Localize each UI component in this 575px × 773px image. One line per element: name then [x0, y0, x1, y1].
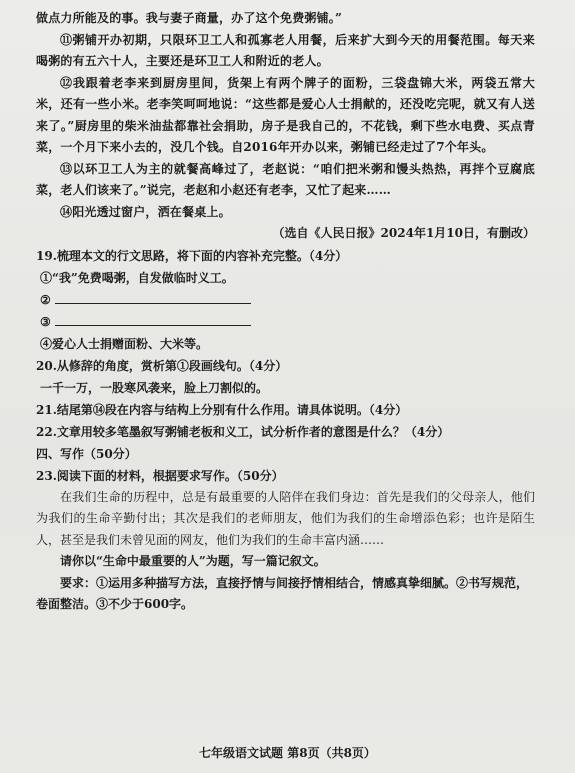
question-23: 23.阅读下面的材料，根据要求写作。（50分） [36, 468, 284, 483]
passage-line-top: 做点力所能及的事。我与妻子商量，办了这个免费粥铺。” [36, 11, 343, 25]
page-footer: 七年级语文试题 第8页（共8页） [199, 746, 376, 760]
q19-item-2-label: ② [40, 292, 51, 307]
question-20: 20.从修辞的角度，赏析第①段画线句。（4分） [36, 358, 288, 373]
writing-requirements: 要求：①运用多种描写方法，直接抒情与间接抒情相结合，情感真挚细腻。②书写规范，卷面整洁。③不少于600字。 [36, 575, 529, 611]
question-19: 19.梳理本文的行文思路，将下面的内容补充完整。（4分） [36, 248, 348, 263]
writing-material: 在我们生命的历程中，总是有最重要的人陪伴在我们身边：首先是我们的父母亲人，他们为我们的生命辛勤付出；其次是我们的老师朋友，他们为我们的生命增添色彩；也许是陌生人，甚至是我们未曾见面的网友，他们为我们的生命丰富内涵…… [36, 489, 535, 547]
question-22: 22.文章用较多笔墨叙写粥铺老板和义工，试分析作者的意图是什么？（4分） [36, 424, 450, 439]
q19-item-1: ①“我”免费喝粥，自发做临时义工。 [40, 270, 234, 285]
passage-paragraph-13: ⑬以环卫工人为主的就餐高峰过了，老赵说：“咱们把米粥和馒头热热，再拌个豆腐底菜，老人们该来了。”说完，老赵和小赵还有老李，又忙了起来…… [36, 161, 535, 197]
passage-source: （选自《人民日报》2024年1月10日，有删改） [272, 226, 535, 240]
passage-paragraph-14: ⑭阳光透过窗户，洒在餐桌上。 [60, 204, 231, 219]
question-21: 21.结尾第⑭段在内容与结构上分别有什么作用。请具体说明。（4分） [36, 402, 408, 417]
passage-paragraph-11: ⑪粥铺开办初期，只限环卫工人和孤寡老人用餐，后来扩大到今天的用餐范围。每天来喝粥的有五六十人，主要还是环卫工人和附近的老人。 [36, 32, 535, 68]
section-writing-heading: 四、写作（50分） [36, 446, 137, 461]
q19-item-2 [40, 289, 535, 311]
writing-prompt: 请你以“生命中最重要的人”为题，写一篇记叙文。 [60, 554, 326, 568]
q19-answer-blank-3[interactable] [55, 313, 251, 326]
q19-item-3-label: ③ [40, 314, 51, 329]
q19-item-3 [40, 311, 535, 333]
q19-answer-blank-2[interactable] [55, 291, 251, 304]
passage-paragraph-12: ⑫我跟着老李来到厨房里间，货架上有两个牌子的面粉，三袋盘锦大米，两袋五常大米，还有一些小米。老李笑呵呵地说：“这些都是爱心人士捐献的，还没吃完呢，就又有人送来了。”厨房里的柴米油盐都靠社会捐助，房子是我自己的，不花钱，剩下些水电费、买点青菜，一个月下来小去的，没几个钱。自2016年开办以来，粥铺已经走过了7个年头。 [36, 75, 535, 154]
q20-underlined-quote: 一千一万，一股寒风袭来，脸上刀割似的。 [40, 380, 269, 395]
q19-item-4: ④爱心人士捐赠面粉、大米等。 [40, 336, 209, 351]
